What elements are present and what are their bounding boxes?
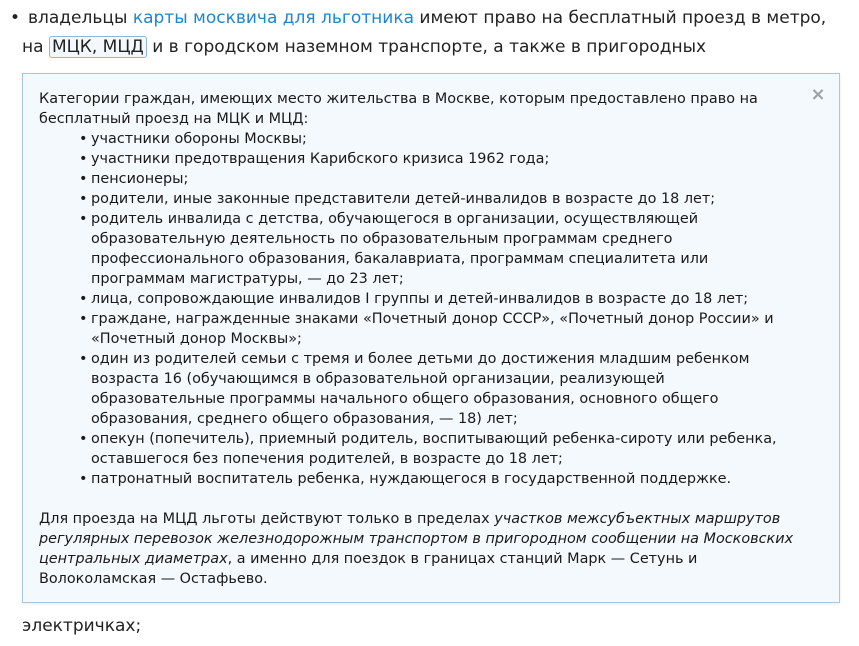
close-icon[interactable]: ×	[810, 84, 826, 105]
list-item: • один из родителей семьи с тремя и более детьми до достижения младшим ребенком возраста 16 (обучающимся в образовательной организации, реализующей образовательные программы начального общего образования, основного общего образования, среднего общего образования, — 18) лет;	[79, 349, 795, 429]
popup-heading: Категории граждан, имеющих место жительства в Москве, которым предоставлено право на бесплатный проезд на МЦК и МЦД:	[39, 91, 758, 127]
note-text-1: Для проезда на МЦД льготы действуют только в пределах	[39, 511, 495, 527]
intro-paragraph	[8, 4, 853, 62]
list-item: • участники обороны Москвы;	[79, 129, 795, 149]
intro-text-2: имеют право на бесплатный проезд в метро,	[414, 8, 827, 28]
intro-text-3: на	[22, 37, 49, 57]
list-item: • участники предотвращения Карибского кризиса 1962 года;	[79, 149, 795, 169]
intro-text-4: и в городском наземном транспорте, а также в пригородных	[146, 37, 707, 57]
list-item: • граждане, награжденные знаками «Почетный донор СССР», «Почетный донор России» и «Почетный донор Москвы»;	[79, 309, 795, 349]
intro-line-2	[8, 33, 853, 62]
mck-mcd-term[interactable]: МЦК, МЦД	[49, 36, 147, 58]
list-item: • патронатный воспитатель ребенка, нуждающегося в государственной поддержке.	[79, 469, 795, 489]
list-item: • родитель инвалида с детства, обучающегося в организации, осуществляющей образовательную деятельность по образовательным программам среднего профессионального образования, бакалавриата, программам специалитета или программам магистратуры, — до 23 лет;	[79, 209, 795, 289]
note-italic: участков межсубъектных маршрутов регулярных перевозок железнодорожным транспортом в пригородном сообщении на Московских центральных диаметрах	[39, 511, 794, 567]
list-item: • лица, сопровождающие инвалидов I группы и детей-инвалидов в возрасте до 18 лет;	[79, 289, 795, 309]
tail-text: электричках;	[22, 616, 142, 636]
intro-text-1: владельцы	[28, 8, 133, 28]
moscow-card-link[interactable]: карты москвича для льготника	[132, 8, 415, 28]
benefits-popup	[22, 73, 840, 603]
categories-list	[39, 129, 795, 489]
list-item: • родители, иные законные представители детей-инвалидов в возрасте до 18 лет;	[79, 189, 795, 209]
note-text-2: , а именно для поездок в границах станций Марк — Сетунь и Волоколамская — Остафьево.	[39, 551, 698, 587]
mcd-note	[39, 509, 795, 589]
bullet-marker: •	[10, 8, 21, 28]
list-item: • пенсионеры;	[79, 169, 795, 189]
list-item: • опекун (попечитель), приемный родитель, воспитывающий ребенка-сироту или ребенка, оставшегося без попечения родителей, в возрасте до 18 лет;	[79, 429, 795, 469]
intro-line-1	[8, 4, 853, 33]
